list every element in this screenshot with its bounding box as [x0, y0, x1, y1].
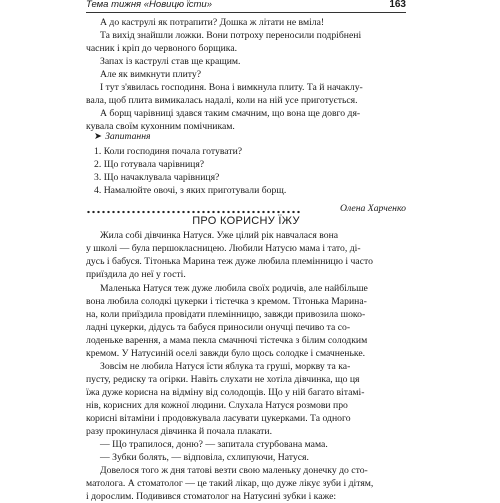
text-line: — Що трапилося, доню? — запитала стурбована мама.: [100, 439, 328, 450]
text-line: у школі — була першокласницею. Любили Натусю мама і тато, ді-: [86, 243, 361, 254]
text-line: Маленька Натуся теж дуже любила своїх родичів, але найбільше: [100, 283, 368, 294]
text-line: пусту, редиску та огірки. Навіть слухати не хотіла дівчинка, що ця: [86, 374, 360, 385]
dotted-divider: [86, 210, 301, 214]
question-item: 3. Що начаклувала чарівниця?: [94, 172, 220, 183]
text-line: на, коли приїздила провідати племінницю, завжди привозила шоко-: [86, 309, 366, 320]
running-title: Тема тижня «Новицю їсти»: [86, 0, 213, 10]
text-line: Довелося того ж дня татові везти свою маленьку донечку до сто-: [100, 465, 368, 476]
arrow-icon: ➤: [94, 131, 103, 142]
text-line: Але як вимкнути плиту?: [100, 69, 202, 80]
text-line: А борщ чарівниці здався таким смачним, що вона ще довго дя-: [100, 108, 361, 119]
text-line: корисні вітаміни і продовжувала ласувати цукерками. Та одного: [86, 413, 351, 424]
text-line: І тут з'явилась господиня. Вона і вимкнула плиту. Та й начаклу-: [100, 82, 363, 93]
story-title: ПРО КОРИСНУ ЇЖУ: [192, 215, 300, 227]
text-line: матолога. А стоматолог — це такий лікар, що дуже лікує зуби і дітям,: [86, 478, 374, 489]
text-line: Зовсім не любила Натуся їсти яблука та груші, моркву та ка-: [100, 361, 351, 372]
question-item: 1. Коли господиня почала готувати?: [94, 146, 243, 157]
text-line: приїздила до неї у гості.: [86, 269, 186, 280]
questions-title: Запитання: [105, 131, 151, 142]
question-item: 4. Намалюйте овочі, з яких приготували борщ.: [94, 185, 287, 196]
text-line: А до каструлі як потрапити? Дошка ж літати не вміла!: [100, 17, 325, 28]
questions-heading: [94, 131, 151, 142]
text-line: вала, щоб плита вимикалась надалі, коли на ній усе приготується.: [86, 95, 358, 106]
text-line: разу прокинулася дівчинка й почала плакати.: [86, 426, 273, 437]
text-line: нів, корисних для кожної людини. Слухала Натуся розмови про: [86, 400, 348, 411]
text-line: їжа дуже корисна на відміну від солодощів. Що у ній багато вітамі-: [86, 387, 365, 398]
page-header: [86, 0, 406, 13]
text-line: Запах із каструлі став ще кращим.: [100, 56, 241, 67]
text-line: лоденьке варення, а мама пекла смачнючі тістечка з білим солодким: [86, 335, 368, 346]
text-line: кувала своїм кухонним помічникам.: [86, 121, 235, 132]
text-line: ладні цукерки, дідусь та бабуся приносили онучці печиво та со-: [86, 322, 351, 333]
text-line: Та вихід знайшли ложки. Вони потроху переносили подрібнені: [100, 30, 362, 41]
question-item: 2. Що готувала чарівниця?: [94, 159, 205, 170]
text-line: і дорослим. Подивився стоматолог на Натусині зубки і каже:: [86, 491, 337, 502]
author-name: Олена Харченко: [339, 203, 406, 214]
text-line: Жила собі дівчинка Натуся. Уже цілий рік навчалася вона: [100, 230, 339, 241]
text-line: дусь і бабуся. Тітонька Марина теж дуже любила племінницю і часто: [86, 256, 373, 267]
page-number: 163: [389, 0, 406, 10]
text-line: вона любила солодкі цукерки і тістечка з кремом. Тітонька Марина-: [86, 296, 367, 307]
text-line: кремом. У Натусиній оселі завжди було щось солодке і смачненьке.: [86, 348, 366, 359]
text-line: часник і кріп до червоного борщика.: [86, 43, 238, 54]
text-line: — Зубки болять, — відповіла, схлипуючи, Натуся.: [100, 452, 309, 463]
